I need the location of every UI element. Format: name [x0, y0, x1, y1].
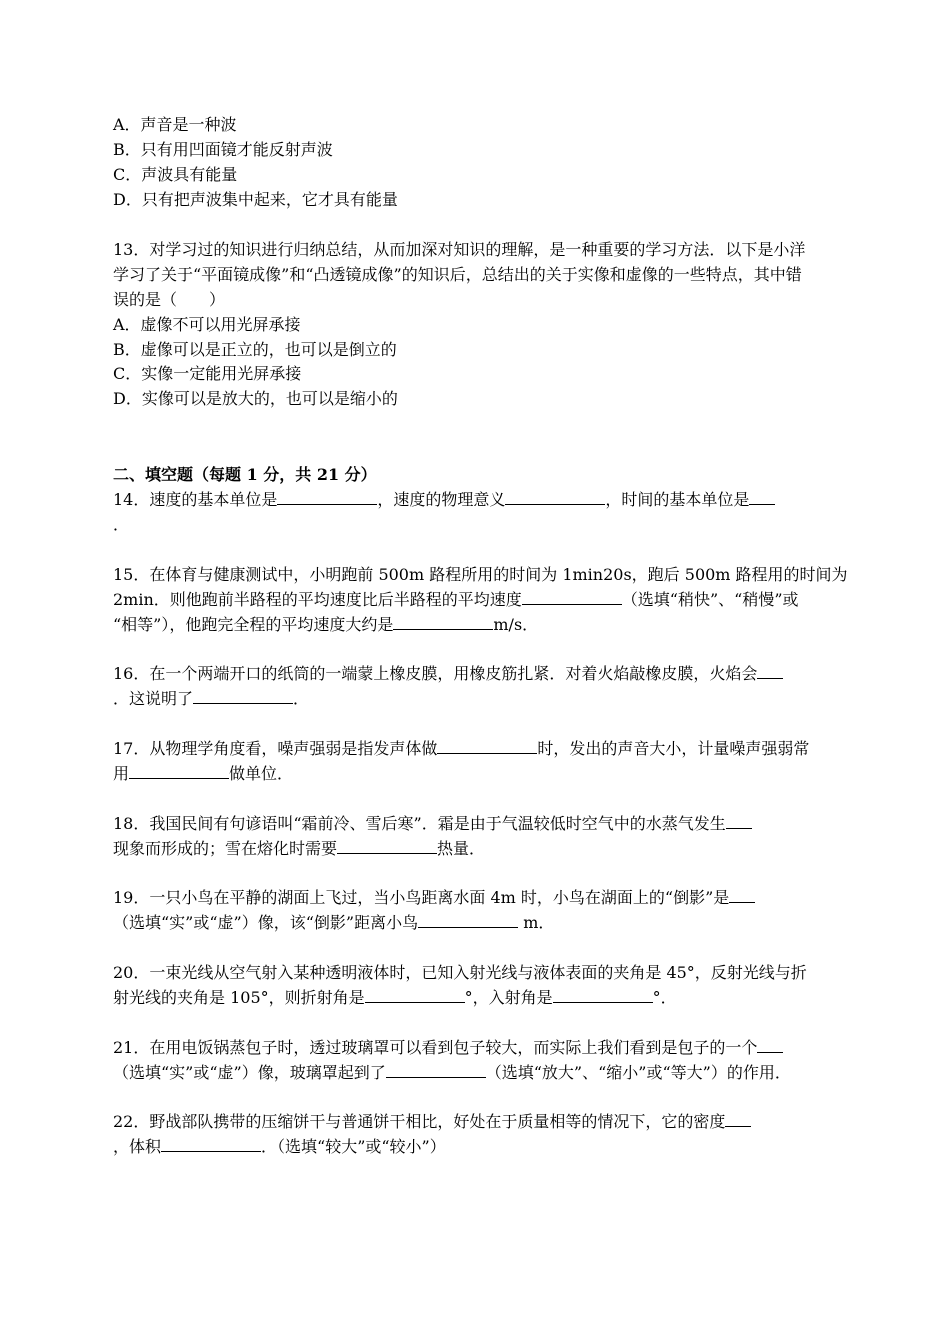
q12-option-a: A．声音是一种波 [113, 115, 237, 134]
q21-line-2 [113, 1063, 791, 1083]
q21-text-2a: （选填“实”或“虚”）像，玻璃罩起到了 [113, 1063, 386, 1082]
q14-line-1 [113, 490, 775, 510]
q13-option-b: B．虚像可以是正立的，也可以是倒立的 [113, 340, 397, 359]
q17-text-1a: 17．从物理学角度看，噪声强弱是指发声体做 [113, 739, 438, 758]
q13-option-d: D．实像可以是放大的，也可以是缩小的 [113, 389, 398, 408]
q13-stem-line-2: 学习了关于“平面镜成像”和“凸透镜成像”的知识后，总结出的关于实像和虚像的一些特点，其中错 [113, 265, 802, 284]
q14-text-2: ，速度的物理意义 [377, 490, 506, 509]
q20-line-1: 20．一束光线从空气射入某种透明液体时，已知入射光线与液体表面的夹角是 45°，反射光线与折 [113, 963, 807, 982]
q14-blank-1 [277, 490, 377, 505]
q22-text-1: 22．野战部队携带的压缩饼干与普通饼干相比，好处在于质量相等的情况下，它的密度 [113, 1112, 726, 1131]
q15-line-2 [113, 590, 799, 610]
q20-blank-1 [365, 988, 465, 1003]
q18-blank-1 [726, 814, 752, 829]
q14-text-1: 14．速度的基本单位是 [113, 490, 278, 509]
q22-blank-2 [161, 1137, 261, 1152]
q16-blank-2 [193, 689, 293, 704]
q22-line-2 [113, 1137, 446, 1157]
q22-text-2a: ，体积 [113, 1137, 162, 1156]
q20-text-2b: °，入射角是 [464, 988, 553, 1007]
q20-line-2 [113, 988, 677, 1008]
q15-blank-2 [393, 615, 493, 630]
q17-text-2a: 用 [113, 764, 130, 783]
q14-text-3: ，时间的基本单位是 [605, 490, 750, 509]
q12-option-c: C．声波具有能量 [113, 165, 238, 184]
q17-blank-2 [129, 764, 229, 779]
q20-text-2c: °． [652, 988, 677, 1007]
q19-line-1 [113, 888, 755, 908]
q18-text-2b: 热量． [437, 839, 486, 858]
q22-line-1 [113, 1112, 751, 1132]
q17-line-2 [113, 764, 293, 784]
q14-line-2: ． [113, 515, 130, 534]
q15-line-3 [113, 615, 538, 635]
q21-text-1: 21．在用电饭锅蒸包子时，透过玻璃罩可以看到包子较大，而实际上我们看到是包子的一个 [113, 1038, 758, 1057]
q20-text-2a: 射光线的夹角是 105°，则折射角是 [113, 988, 365, 1007]
q18-line-2 [113, 839, 485, 859]
q15-line-1: 15．在体育与健康测试中，小明跑前 500m 路程所用的时间为 1min20s，跑后 500m 路程用的时间为 [113, 565, 848, 584]
q15-text-2b: （选填“稍快”、“稍慢”或 [621, 590, 799, 609]
q21-text-2b: （选填“放大”、“缩小”或“等大”）的作用． [485, 1063, 791, 1082]
q16-line-1 [113, 664, 783, 684]
q22-text-2b: ．（选填“较大”或“较小”） [261, 1137, 446, 1156]
q15-text-3a: “相等”），他跑完全程的平均速度大约是 [113, 615, 394, 634]
q12-option-b: B．只有用凹面镜才能反射声波 [113, 140, 333, 159]
q16-text-2a: ．这说明了 [113, 689, 194, 708]
q19-text-1: 19．一只小鸟在平静的湖面上飞过，当小鸟距离水面 4m 时，小鸟在湖面上的“倒影”是 [113, 888, 730, 907]
q17-line-1 [113, 739, 809, 759]
q13-option-a: A．虚像不可以用光屏承接 [113, 315, 301, 334]
q14-blank-2 [505, 490, 605, 505]
q15-text-2a: 2min．则他跑前半路程的平均速度比后半路程的平均速度 [113, 590, 522, 609]
q15-text-3b: m/s． [493, 615, 539, 634]
q21-blank-2 [386, 1063, 486, 1078]
q19-line-2 [113, 913, 554, 933]
q17-text-2b: 做单位． [229, 764, 294, 783]
q15-blank-1 [522, 590, 622, 605]
q19-blank-2 [418, 913, 518, 928]
q18-line-1 [113, 814, 752, 834]
q19-blank-1 [729, 888, 755, 903]
q21-blank-1 [757, 1038, 783, 1053]
q14-blank-3 [749, 490, 775, 505]
q17-text-1b: 时，发出的声音大小，计量噪声强弱常 [537, 739, 810, 758]
q18-text-1: 18．我国民间有句谚语叫“霜前冷、雪后寒”．霜是由于气温较低时空气中的水蒸气发生 [113, 814, 726, 833]
q16-text-2b: ． [293, 689, 310, 708]
q18-text-2a: 现象而形成的；雪在熔化时需要 [113, 839, 338, 858]
q19-text-2a: （选填“实”或“虚”）像，该“倒影”距离小鸟 [113, 913, 419, 932]
q18-blank-2 [337, 839, 437, 854]
q21-line-1 [113, 1038, 783, 1058]
section-2-title: 二、填空题（每题 1 分，共 21 分） [113, 465, 377, 484]
q16-blank-1 [757, 664, 783, 679]
q13-stem-line-1: 13．对学习过的知识进行归纳总结，从而加深对知识的理解，是一种重要的学习方法．以下是小洋 [113, 240, 806, 259]
q17-blank-1 [437, 739, 537, 754]
q19-text-2b: m． [523, 913, 555, 932]
q16-line-2 [113, 689, 309, 709]
q22-blank-1 [725, 1112, 751, 1127]
q13-option-c: C．实像一定能用光屏承接 [113, 364, 302, 383]
q12-option-d: D．只有把声波集中起来，它才具有能量 [113, 190, 398, 209]
q20-blank-2 [553, 988, 653, 1003]
q13-stem-line-3: 误的是（ ） [113, 290, 226, 309]
q16-text-1: 16．在一个两端开口的纸筒的一端蒙上橡皮膜，用橡皮筋扎紧．对着火焰敲橡皮膜，火焰会 [113, 664, 758, 683]
